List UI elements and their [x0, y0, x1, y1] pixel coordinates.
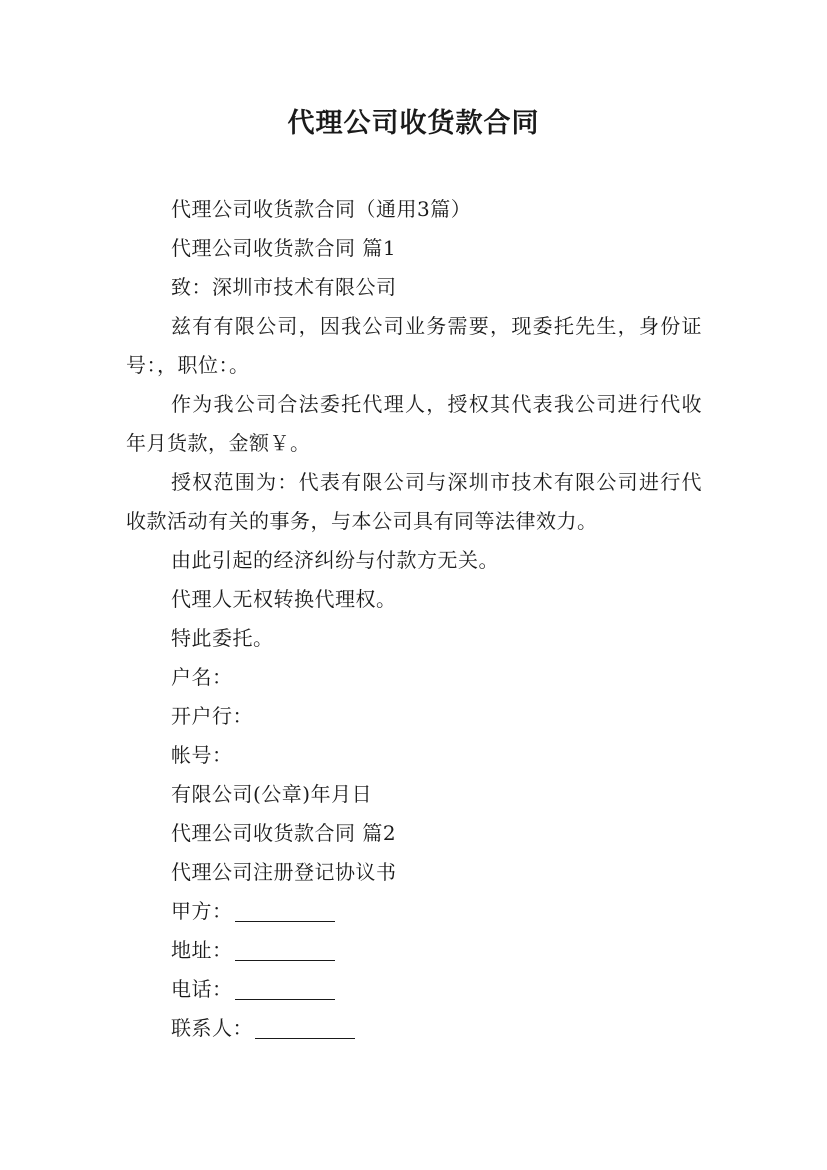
paragraph-seal-date: 有限公司(公章)年月日 — [171, 782, 373, 806]
paragraph-addressee: 致：深圳市技术有限公司 — [171, 275, 397, 299]
blank-line — [235, 975, 335, 1000]
paragraph-hereby: 特此委托。 — [171, 626, 274, 650]
paragraph-authorize: 作为我公司合法委托代理人，授权其代表我公司进行代收年月货款，金额￥。 — [126, 392, 702, 455]
field-phone — [126, 970, 702, 1009]
field-contact — [126, 1009, 702, 1048]
field-label: 地址： — [171, 938, 233, 962]
paragraph-scope: 授权范围为：代表有限公司与深圳市技术有限公司进行代收款活动有关的事务，与本公司具有同等法律效力。 — [126, 470, 702, 533]
document-body — [126, 190, 702, 1048]
paragraph-bank: 开户行： — [171, 704, 253, 728]
paragraph-entrust: 兹有有限公司，因我公司业务需要，现委托先生，身份证号：，职位：。 — [126, 314, 702, 377]
paragraph-agreement-title: 代理公司注册登记协议书 — [171, 860, 397, 884]
field-label: 电话： — [171, 977, 233, 1001]
field-address — [126, 931, 702, 970]
field-label: 甲方： — [171, 899, 233, 923]
paragraph-heading: 代理公司收货款合同（通用3篇） — [171, 197, 472, 221]
field-party-a — [126, 892, 702, 931]
paragraph-part2-heading: 代理公司收货款合同 篇2 — [171, 821, 397, 845]
paragraph-no-transfer: 代理人无权转换代理权。 — [171, 587, 397, 611]
paragraph-account-number: 帐号： — [171, 743, 233, 767]
field-label: 联系人： — [171, 1016, 253, 1040]
blank-line — [255, 1014, 355, 1039]
paragraph-part1-heading: 代理公司收货款合同 篇1 — [171, 236, 397, 260]
document-title: 代理公司收货款合同 — [287, 108, 540, 139]
blank-line — [235, 936, 335, 961]
blank-line — [235, 897, 335, 922]
paragraph-account-name: 户名： — [171, 665, 233, 689]
paragraph-dispute: 由此引起的经济纠纷与付款方无关。 — [171, 548, 499, 572]
